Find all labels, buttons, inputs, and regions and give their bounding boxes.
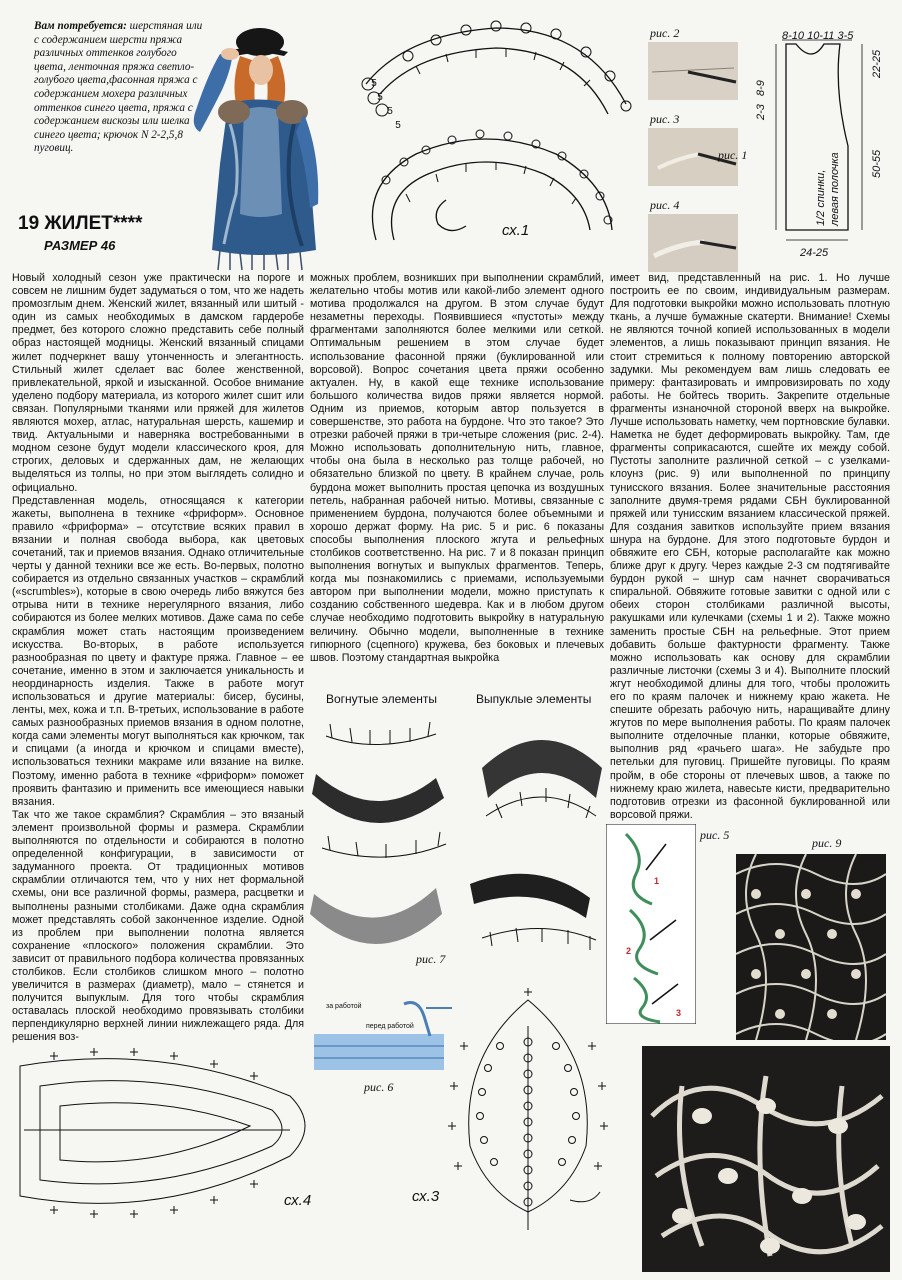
text-column-1 bbox=[12, 272, 304, 1045]
ris6-label-pered: перед работой bbox=[366, 1023, 414, 1030]
sx1-label-1: 5 bbox=[377, 92, 383, 103]
scheme-4 bbox=[10, 1046, 310, 1226]
materials-text: шерстяная или с содержанием шерсти пряжа различных оттенков голубого цвета, ленточная пряжа светло-голубого цвета,фасонная пряжа с содержанием мохера различных оттенков синего цвета, пряжа с содержанием вискозы или шелка синего цвета; крючок N 2-2,5,8 пуговиц. bbox=[34, 20, 203, 155]
size-label: РАЗМЕР 46 bbox=[44, 238, 116, 253]
caption-ris6: рис. 6 bbox=[364, 1080, 394, 1094]
pattern-bottom: 24-25 bbox=[800, 247, 829, 259]
scheme-1 bbox=[346, 14, 646, 254]
col1-para-2: Так что же такое скрамблия? Скрамблия – это вязаный элемент произвольной формы и размера. Скрамблии выполняются по отдельности и собираются в полотно определенной конфигурации, в зависимости от задуманного проекта. От традиционных мотивов скрамблии отличаются тем, что у них нет формальной схемы, они все различной формы, размера, расцветки и выполнены разными столбиками. Даже одна скрамблия может представлять собой законченное изделие. Одной из проблем при выполнении полотна является сохранение «плоского» положения скрамблии. Это зависит от правильного подбора количества провязанных столбиков. Если столбиков слишком много – полотно увеличится в размерах (диаметр), мало – стянется и получится выпуклым. Для того чтобы скрамблия оставалась плоской необходимо провязывать столбики перпендикулярно верхней линии нижлежащего ряда. Для решения воз- bbox=[12, 808, 304, 1044]
sx1-label-0: 5 bbox=[371, 78, 377, 89]
ris6-figure bbox=[306, 996, 456, 1078]
ris5-step-2: 2 bbox=[626, 946, 632, 956]
pattern-top-dims: 8-10 10-11 3-5 bbox=[782, 30, 854, 42]
pattern-left-bottom: 2-3 bbox=[755, 104, 767, 120]
sx1-label-3: 5 bbox=[395, 120, 401, 131]
photo-ris8 bbox=[642, 1046, 890, 1272]
photo-ris2 bbox=[648, 42, 738, 100]
pattern-left-top: 8-9 bbox=[755, 80, 767, 96]
caption-ris3: рис. 3 bbox=[650, 112, 680, 126]
ris6-label-za: за работой bbox=[326, 1003, 362, 1010]
caption-ris4: рис. 4 bbox=[650, 198, 680, 212]
pattern-label-1: 1/2 спинки, bbox=[815, 169, 827, 226]
ris5-step-1: 1 bbox=[654, 876, 660, 886]
pattern-right-bottom: 50-55 bbox=[871, 149, 883, 178]
col3-para-0: имеет вид, представленный на рис. 1. Но лучше построить ее по своим, индивидуальным размерам. Для подготовки выкройки можно использовать плотную ткань, а лучше бумажные скатерти. Внимание! Схемы не являются точной копией использованных в модели элементов, а лишь показывают принцип вязания. Не стоит стремиться к полному повторению авторской задумки. Мы рекомендуем вам лишь следовать ее примеру: фантазировать и импровизировать по ходу работы. Не бойтесь творить. Закрепите отдельные фрагменты изнаночной стороной вверх на выкройке. Лучше использовать наметку, чем портновские булавки. Наметка не будет деформировать выкройку. Там, где фрагменты соприкасаются, сшейте их между собой. Пустоты заполните различной сеткой – с узелками-клоунз (рис. 9) или выполненной по принципу тунисского вязания. Более значительные расстояния заполните двумя-тремя рядами СБН буклированной пряжей или тунисским вязанием классической пряжей. Для создания завитков используйте прием вязания шнура на бурдоне. Для этого подготовьте бурдон и обвяжите его СБН, которые располагайте как можно ближе друг к другу. Через каждые 2-3 см подтягивайте бурдон рукой – шнур сам начнет сворачиваться спиральной. Обвяжите готовые завитки с одной или с обеих сторон столбиками различной высоты, ракушками или кулечками (схемы 1 и 2). Также можно заменить простые СБН на рельефные. Этот прием добавить больше фактурности фрагменту. Также можно использовать как основу для скрамблии различные листочки (схемы 3 и 4). Выполните плоский жгут необходимой длины для того, чтобы проложить его по краям палочек и нижнему краю жакета. Не спешите обрезать рабочую нить, наращивайте длину жгутов по мере выполнения работы. По краям палочек выполните отделочные планки, которые обвяжите, выполнив ряд «рачьего шага». Не забудьте про петельки для пуговиц. Пришейте пуговицы. По краям пройм, в обе стороны от плечевых швов, а также по нижнему краю жилета, навесьте кисти, предварительно подготовив отрезки из фасонной буклированной или ворсовой пряжи. bbox=[610, 272, 890, 821]
text-column-3 bbox=[610, 272, 890, 822]
caption-sx1: сх.1 bbox=[502, 222, 530, 239]
pattern-right-top: 22-25 bbox=[871, 49, 883, 78]
photo-ris9 bbox=[736, 854, 886, 1040]
caption-ris1: рис. 1 bbox=[718, 148, 748, 162]
caption-ris9: рис. 9 bbox=[812, 836, 842, 850]
model-photo bbox=[160, 14, 350, 272]
caption-concave: Вогнутые элементы bbox=[326, 692, 438, 706]
caption-sx3: сх.3 bbox=[412, 1188, 440, 1205]
text-column-2 bbox=[310, 272, 604, 665]
caption-ris2: рис. 2 bbox=[650, 26, 680, 40]
article-title: 19 ЖИЛЕТ**** bbox=[18, 213, 143, 234]
caption-ris7: рис. 7 bbox=[416, 952, 446, 966]
pattern-ris1 bbox=[752, 30, 897, 275]
sx1-label-2: 5 bbox=[387, 106, 393, 117]
caption-ris5: рис. 5 bbox=[700, 828, 730, 842]
col1-para-0: Новый холодный сезон уже практически на пороге и совсем не лишним будет задуматься о том, что же надеть промозглым днем. Женский жилет, вязанный или шитый - один из самых необходимых в дамском гардеробе предмет, без которого сложно представить себе полный образ настоящей модницы. Женский вязанный спицами жилет подчеркнет вашу утонченность и элегантность. Стильный жилет сделает вас более женственной, привлекательной, яркой и изысканной. Особое внимание уделено подбору материала, из которого жилет сшит или связан. Популярными тканями или пряжей для жилетов являются мохер, атлас, натуральная шерсть, кашемир и твид. Актуальными и наверняка востребованными в модном сезоне будут модели классического кроя, для строгих, деловых и сдержанных дам, не желающих выделяться из толпы, но при этом выглядеть солидно и официально. bbox=[12, 272, 304, 494]
scheme-3 bbox=[440, 986, 616, 1234]
photo-ris4 bbox=[648, 214, 738, 272]
ris7-figure bbox=[306, 708, 606, 982]
col1-para-1: Представленная модель, относящаяся к категории жакеты, выполнена в технике «фриформ». Основное правило «фриформа» – отсутствие всяких правил в вязании и полная свобода выбора, как цветовых сочетаний, так и приемов вязания. Однако отличительные черты у данной техники все же есть. Во-первых, полотно собирается из отдельно связанных участков – скрамблий («scrumbles»), которые в свою очередь либо вяжутся без отрыва нити в технике нерегулярного вязания, либо собираются из более мелких мотивов. Даже сама по себе скрамблия может стать настоящим произведением искусства. Во-вторых, в работе используется разнообразная по цвету и фактуре пряжа. Главное – ее сочетание, именно в этом и заключается уникальность и неординарность изделия. Также в работе могут использоваться и другие материалы: бисер, бусины, ленты, мех, кожа и т.п. В-третьих, использование в работе самых разнообразных приемов вязания в одном полотне, когда сами элементы могут выполняться как крючком, так и спицами (а иногда и крючком и спицами вместе), использоваться техники макраме или вязание на вилке. Поэтому, именно работа в технике «фриформ» поможет проявить фантазию и применить все имеющиеся навыки вязания. bbox=[12, 494, 304, 808]
pattern-label-2: левая полочка bbox=[829, 152, 841, 226]
ris5-figure bbox=[606, 824, 696, 1024]
col2-para-0: можных проблем, возникших при выполнении скрамблий, желательно чтобы мотив или какой-либо элемент одного мотива продолжался на другом. В этом случае будут незаметны переходы. Появившиеся «пустоты» между фрагментами заполняются более мелкими или сеткой. Оптимальным решением в этом случае будет использование фасонной пряжи (буклированной или ворсовой). Вопрос сочетания цвета пряжи особенно актуален. Ну, в какой еще технике использование большого количества видов пряжи является нормой. Одним из приемов, которым автор пользуется в совершенстве, это работа на бурдоне. Что это такое? Это отрезки рабочей пряжи в три-четыре сложения (рис. 2-4). Можно использовать дополнительную нить, главное, чтобы она была в несколько раз толще рабочей, но обязательно близкой по цвету. В крайнем случае, роль бурдона может выполнить простая цепочка из воздушных петель, набранная рабочей нитью. Мотивы, связанные с применением бурдона, получаются более объемными и хорошо держат форму. На рис. 5 и рис. 6 показаны способы выполнения плоского жгута и рельефных столбиков соответственно. На рис. 7 и 8 показан принцип выполнения вогнутых и выпуклых фрагментов. Теперь, когда мы познакомились с приемами, используемыми автором при выполнении модели, можно приступать к созданию собственного шедевра. Как и в любом другом случае необходимо подготовить выкройку в натуральную величину. Обычно модели, выполненные в технике гипюрного (сцепного) кружева, без боковых и плечевых швов. Поэтому стандартная выкройка bbox=[310, 272, 604, 664]
caption-sx4: сх.4 bbox=[284, 1192, 312, 1209]
materials-heading: Вам потребуется: bbox=[34, 20, 127, 32]
ris5-step-3: 3 bbox=[676, 1008, 682, 1018]
caption-convex: Выпуклые элементы bbox=[476, 692, 592, 706]
